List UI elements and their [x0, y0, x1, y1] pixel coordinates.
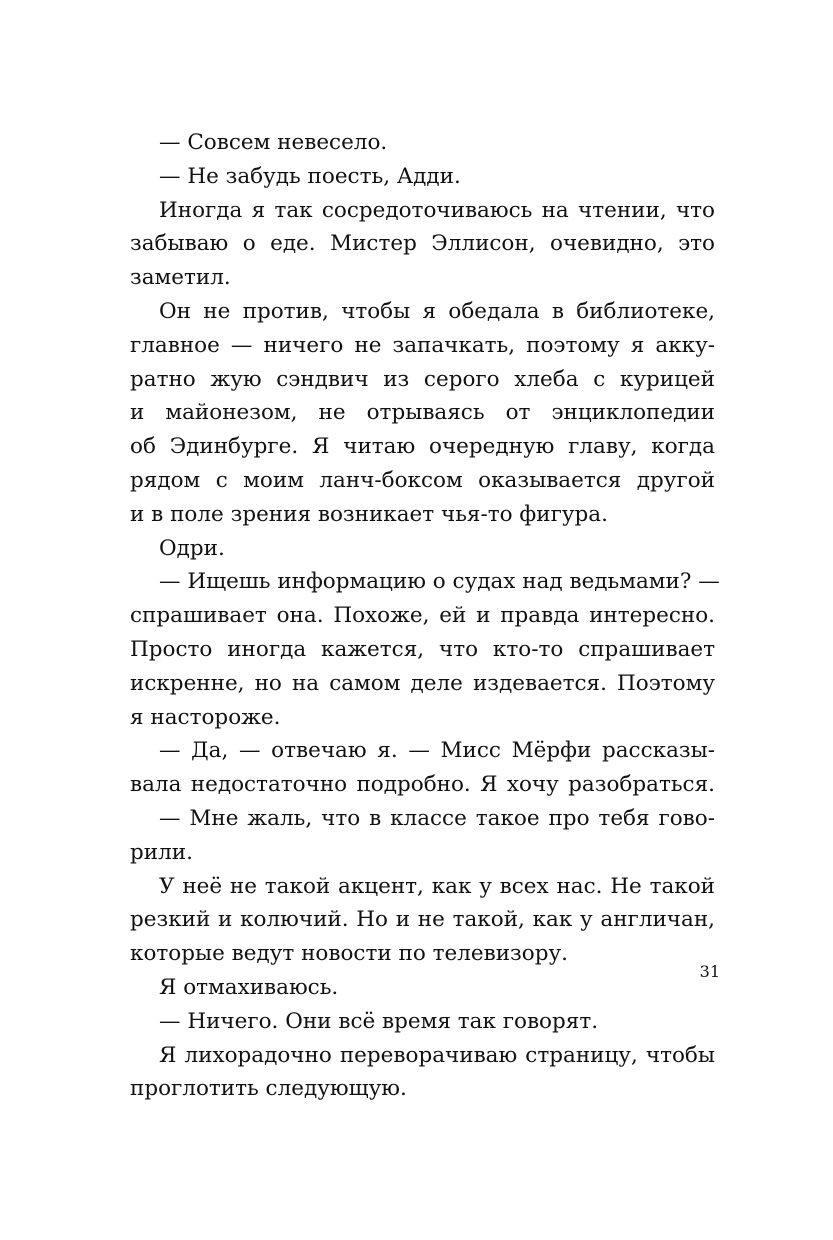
- text-line: я настороже.: [130, 704, 281, 730]
- page-number: 31: [699, 962, 720, 981]
- text-line: главное — ничего не запачкать, поэтому я акку-: [130, 332, 715, 358]
- text-line: проглотить следующую.: [130, 1076, 407, 1102]
- text-line: и майонезом, не отрываясь от энциклопедии: [130, 400, 715, 426]
- text-line: искренне, но на самом деле издевается. Поэтому: [130, 670, 715, 696]
- text-line: рили.: [130, 839, 193, 865]
- text-line: которые ведут новости по телевизору.: [130, 941, 568, 967]
- text-line: забываю о еде. Мистер Эллисон, очевидно, это: [130, 231, 715, 257]
- text-line: ратно жую сэндвич из серого хлеба с курицей: [130, 366, 715, 392]
- text-line: Одри.: [159, 535, 225, 561]
- text-line: Он не против, чтобы я обедала в библиотеке,: [159, 298, 715, 324]
- body-text: [130, 126, 720, 1106]
- text-line: — Не забудь поесть, Адди.: [159, 163, 461, 189]
- text-line: и в поле зрения возникает чья-то фигура.: [130, 501, 608, 527]
- text-line: Просто иногда кажется, что кто-то спрашивает: [130, 636, 715, 662]
- text-line: — Ничего. Они всё время так говорят.: [159, 1008, 599, 1034]
- text-line: — Да, — отвечаю я. — Мисс Мёрфи рассказы-: [159, 738, 715, 764]
- text-line: об Эдинбурге. Я читаю очередную главу, когда: [130, 434, 715, 460]
- text-line: спрашивает она. Похоже, ей и правда интересно.: [130, 603, 715, 629]
- text-line: — Мне жаль, что в классе такое про тебя гово-: [159, 805, 715, 831]
- text-line: Иногда я так сосредоточиваюсь на чтении, что: [159, 197, 715, 223]
- text-line: — Совсем невесело.: [159, 130, 388, 155]
- text-line: Я отмахиваюсь.: [159, 974, 339, 1000]
- text-line: У неё не такой акцент, как у всех нас. Не такой: [159, 873, 715, 899]
- text-line: заметил.: [130, 265, 231, 291]
- text-line: Я лихорадочно переворачиваю страницу, чтобы: [159, 1042, 715, 1068]
- text-line: резкий и колючий. Но и не такой, как у англичан,: [130, 907, 715, 933]
- text-line: — Ищешь информацию о судах над ведьмами? —: [159, 569, 720, 595]
- text-line: вала недостаточно подробно. Я хочу разобраться.: [130, 772, 715, 798]
- text-line: рядом с моим ланч-боксом оказывается другой: [130, 467, 715, 493]
